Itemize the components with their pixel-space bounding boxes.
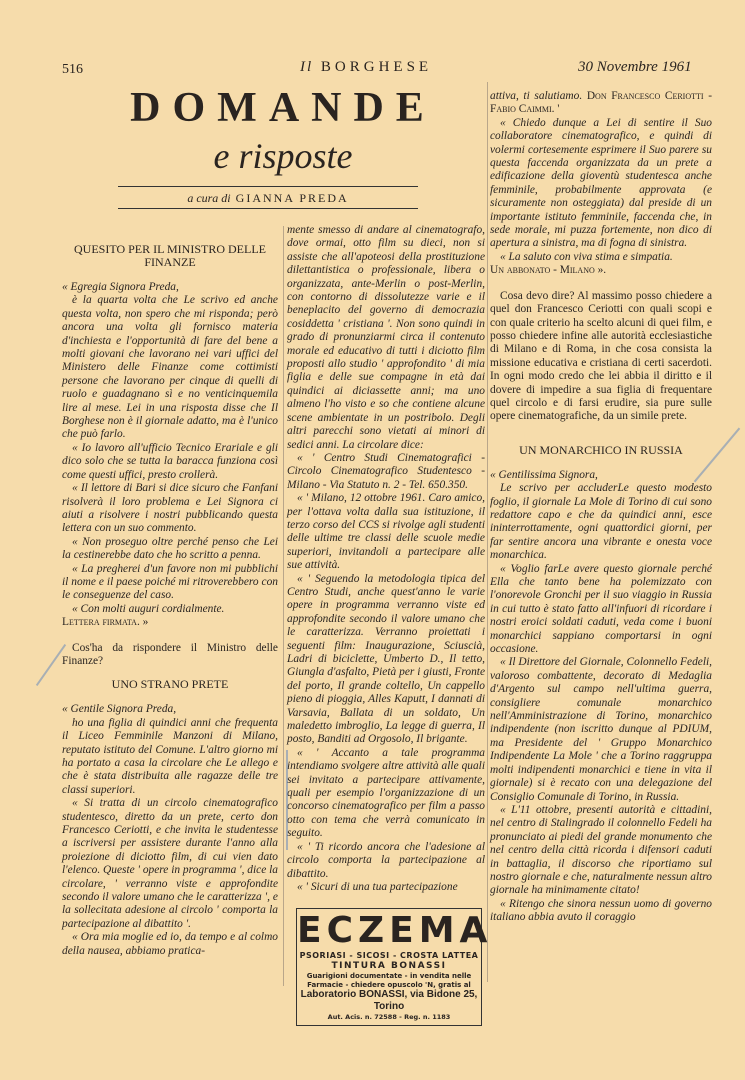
- letter-text: attiva, ti salutiamo.: [490, 90, 583, 102]
- letter-paragraph: « Ritengo che sinora nessun uomo di governo italiano abbia avuto il coraggio: [490, 897, 712, 924]
- journal-name: [300, 58, 432, 76]
- letter-paragraph: « Gentile Signora Preda,: [62, 703, 177, 716]
- advertisement-eczema: [296, 908, 493, 1026]
- journal-title: BORGHESE: [320, 59, 433, 75]
- letter-paragraph: « L'11 ottobre, presenti autorità e cittadini, nel centro di Stalingrado il colonnello Fedeli ha pronunciato ai piedi del grande monumento che nel centro della città ricorda i difensori caduti in battaglia, il discorso che riportiamo sul nostro giornale e che, naturalmente nessun altro giornale ha minimamente citato!: [490, 803, 712, 897]
- section-heading: UN MONARCHICO IN RUSSIA: [519, 442, 683, 457]
- page-title: DOMANDE: [130, 85, 436, 131]
- letter-paragraph: Le scrivo per accluderLe questo modesto foglio, il giornale La Mole di Torino di cui sono redattore capo e che da quindici anni, esce ininterrottamente, ogni quattordici giorni, per far sentire ancora una vibrante e onesta voce monarchica.: [490, 482, 712, 562]
- letter-paragraph: « Voglio farLe avere questo giornale perché Ella che tanto bene ha polemizzato con l'onorevole Gronchi per il suo viaggio in Russia in cui tutto è stato fatto all'infuori di ricordare i nostri eroici soldati caduti, veda come i buoni monarchici sappiano comportarsi in ogni occasione.: [490, 562, 712, 656]
- page-number: 516: [62, 62, 83, 77]
- column-3: [490, 90, 712, 925]
- letter-paragraph: « La saluto con viva stima e simpatia.: [500, 250, 673, 263]
- letter-signature: [62, 616, 278, 629]
- divider: [118, 186, 418, 187]
- letter-signature: [490, 264, 712, 277]
- byline-name: GIANNA PREDA: [235, 191, 349, 205]
- signature-text: Don Francesco Ceriotti - Fabio Caimmi. ': [490, 90, 712, 116]
- letter-paragraph: mente smesso di andare al cinematografo, dove ormai, otto film su dieci, non si assiste che all'apoteosi della prostituzione dilettantistica o professionale, libera o organizzata, ante-Merlin o post-Merlin, con contorno di dissolutezze varie e il beneplacito del governo di democrazia cosiddetta ' cristiana '. Non sono quindi in grado di pronunziarmi circa il contenuto morale ed educativo di tutti i diciotto film proposti allo studio ' approfondito ' di mia figlia e delle sue compagne in età dai quindici ai diciassette anni; ma uno almeno l'ho visto e so che contiene alcune scene ambientate in un postribolo. Degli altri parecchi sono vietati ai minori di sedici anni. La circolare dice:: [287, 224, 485, 451]
- letter-paragraph: « Il lettore di Bari si dice sicuro che Fanfani risolverà il loro problema e Lei Signora ci aiuti a risolvere i nostri pubblicando questa lettera con un suo commento.: [62, 482, 278, 535]
- letter-paragraph: [490, 90, 712, 117]
- ad-registration: Aut. Acis. n. 72588 - Reg. n. 1183: [327, 1013, 451, 1022]
- letter-paragraph: « ' Centro Studi Cinematografici - Circolo Cinematografico Studentesco - Milano - Via Statuto n. 2 - Tel. 650.350.: [287, 451, 485, 491]
- answer-paragraph: Cosa devo dire? Al massimo posso chiedere a quel don Francesco Ceriotti con quali scopi e con quale criterio ha scelto alcuni di quei film, e posso chiedere infine alle autorità ecclesiastiche di Milano e di Roma, in che cosa consista la missione educativa e cristiana di certi sacerdoti. In ogni modo credo che lei abbia il diritto e il dovere di impedire a sua figlia di frequentare quel circolo e di farsi erudire, sia pure sulle opere cinematografiche, da un simile prete.: [490, 289, 712, 423]
- section-heading: UNO STRANO PRETE: [111, 677, 229, 692]
- column-divider: [283, 226, 284, 986]
- letter-paragraph: « Il Direttore del Giornale, Colonnello Fedeli, valoroso combattente, decorato di Medaglia d'Argento sul campo nell'ultima guerra, consigliere comunale monarchico nell'Amministrazione di Torino, monarchico indipendente (non iscritto dunque al PDIUM, ma Presidente del ' Gruppo Monarchico Indipendente La Mole ' che a Torino raggruppa molti indipendenti monarchici e tiene in vita il giornale) si è recato con una delegazione del Consiglio Comunale di Torino, in Russia.: [490, 656, 712, 803]
- letter-paragraph: « La pregherei d'un favore non mi pubblichi il nome e il paese poiché mi ritroverebbero con le conseguenze del caso.: [62, 562, 278, 602]
- byline-prefix: a cura di: [187, 191, 231, 205]
- ad-headline: ECZEMA: [297, 910, 493, 952]
- letter-paragraph: « ' Seguendo la metodologia tipica del Centro Studi, anche quest'anno le varie opere in programma verranno viste ed approfondite secondo il valore umano che le caratterizza. Verranno proiettati i seguenti film: Inaugurazione, Sciuscià, Ladri di biciclette, Umberto D., Il tetto, Giungla d'asfalto, Pietà per i giusti, Fronte del porto, Il grande coltello, Un cappello pieno di pioggia, Alles Kaputt, I dannati di Varsavia, Ballata di un soldato, Un maledetto imbroglio, La legge di guerra, Il posto, Banditi ad Orgosolo, Il brigante.: [287, 572, 485, 746]
- ad-line: TINTURA BONASSI: [331, 961, 447, 972]
- page-subtitle: e risposte: [213, 136, 353, 176]
- ad-line: Guarigioni documentate - in vendita nelle Farmacie - chiedere opuscolo 'N, gratis al: [306, 972, 472, 989]
- letter-paragraph: « Gentilissima Signora,: [490, 468, 598, 481]
- issue-date: 30 Novembre 1961: [578, 59, 692, 75]
- letter-paragraph: « Si tratta di un circolo cinematografico studentesco, diretto da un prete, certo don Francesco Ceriotti, e che invita le studentesse a iscriversi per assistere durante l'anno alla proiezione di diciotto film, di cui vien dato l'elenco. Queste ' opere in programma ', dice la circolare, ' verranno viste e approfondite secondo il valore umano che le caratterizza ', e la sollecitata adesione al circolo ' comporta la partecipazione al dibattito '.: [62, 797, 278, 930]
- letter-paragraph: ho una figlia di quindici anni che frequenta il Liceo Femminile Manzoni di Milano, reputato istituto del Comune. L'altro giorno mi ha portato a casa la circolare che Le allego e che è stata distribuita alle ragazze delle tre classi superiori.: [62, 716, 278, 796]
- letter-paragraph: « Io lavoro all'ufficio Tecnico Erariale e gli dico solo che se tutta la baracca funziona così come questi uffici, presto crollerà.: [62, 441, 278, 481]
- letter-paragraph: « Non proseguo oltre perché penso che Lei la cestinerebbe dato che ho scritto a penna.: [62, 535, 278, 562]
- letter-paragraph: « ' Milano, 12 ottobre 1961. Caro amico, per l'ottava volta dalla sua istituzione, il terzo corso del CCS si rivolge agli studenti delle ultime tre classi delle scuole medie superiori, invitandoli a partecipare alle sue attività.: [287, 492, 485, 572]
- answer-paragraph: Cos'ha da rispondere il Ministro delle Finanze?: [62, 641, 278, 667]
- section-heading: QUESITO PER IL MINISTRO DELLE FINANZE: [74, 242, 266, 269]
- column-1: [62, 233, 278, 958]
- letter-paragraph: « ' Ti ricordo ancora che l'adesione al circolo comporta la partecipazione al dibattito.: [287, 840, 485, 880]
- signature-text: Un abbonato - Milano ».: [490, 264, 607, 277]
- letter-paragraph: è la quarta volta che Le scrivo ed anche questa volta, non spero che mi risponda; però ancora una volta gli fornisco materia d'inchiesta e l'opportunità di fare del bene a molti giovani che lavorano nei vari uffici del Ministero delle Finanze come cottimisti persone che lavorano per cinque di quelli di ruolo e guadagnano sì e no venticinquemila lire al mese. Lei in una risposta disse che Il Borghese non è il giornale adatto, ma è l'unico che può farlo.: [62, 294, 278, 441]
- ad-line: PSORIASI - SICOSI - CROSTA LATTEA: [299, 951, 479, 961]
- letter-paragraph: « Egregia Signora Preda,: [62, 281, 179, 293]
- column-divider: [487, 82, 488, 982]
- pen-mark: [286, 750, 288, 850]
- letter-paragraph: « Chiedo dunque a Lei di sentire il Suo collaboratore cinematografico, e quindi di volermi cortesemente esprimere il Suo parere su questa faccenda organizzata da un prete a edificazione della gioventù studentesca anche femminile, probabilmente approvata (e sicuramente non osteggiata) dal preside di un importante istituto femminile, faccenda che, in sede morale, mi puzza fortemente, non dico di apertura a sinistra, ma di fogna di sinistra.: [490, 116, 712, 250]
- letter-paragraph: « Con molti auguri cordialmente.: [72, 602, 225, 615]
- letter-paragraph: « Ora mia moglie ed io, da tempo e al colmo della nausea, abbiamo pratica-: [62, 931, 278, 957]
- journal-prefix: Il: [300, 59, 314, 75]
- ad-address: Laboratorio BONASSI, via Bidone 25, Torino: [300, 989, 478, 1013]
- letter-paragraph: « ' Sicuri di una tua partecipazione: [297, 880, 458, 893]
- byline: [118, 191, 418, 206]
- letter-paragraph: « ' Accanto a tale programma intendiamo svolgere altre attività alle quali sei invitato a partecipare attivamente, quali per esempio l'organizzazione di un concorso cinematografico per film a passo otto con tema che verrà comunicato in seguito.: [287, 746, 485, 840]
- column-2: [287, 224, 493, 1026]
- signature-text: Lettera firmata. »: [62, 616, 149, 629]
- divider: [118, 208, 418, 209]
